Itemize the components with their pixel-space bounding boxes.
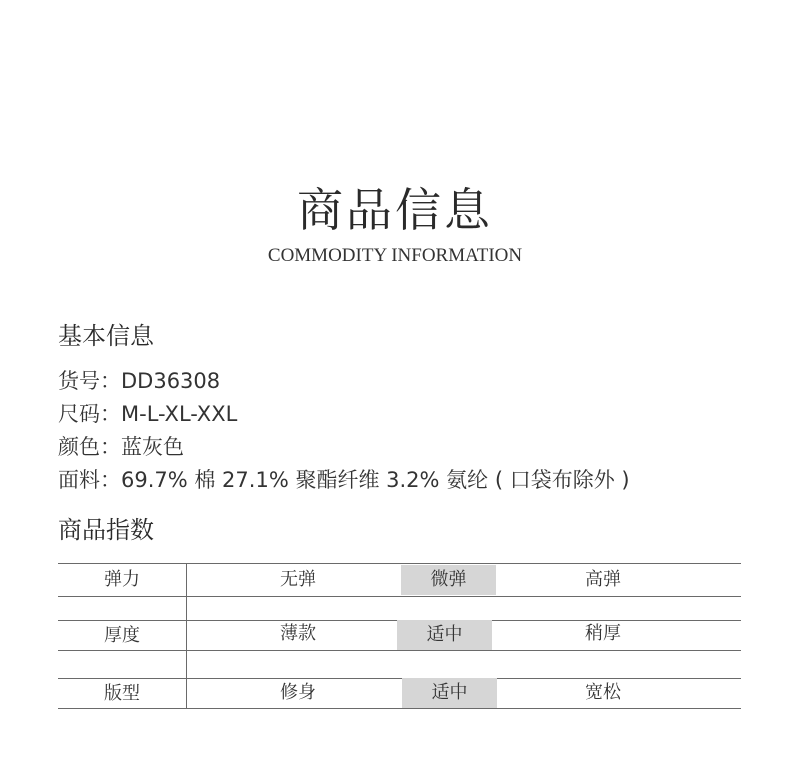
option-elasticity-high: 高弹 (585, 569, 621, 590)
option-thickness-thick: 稍厚 (585, 623, 621, 644)
page-title: 商品信息 (297, 183, 493, 237)
info-size: 尺码：M-L-XL-XXL (58, 402, 238, 426)
option-fit-loose: 宽松 (585, 682, 621, 703)
row-label-fit: 版型 (104, 683, 140, 704)
option-elasticity-slight: 微弹 (401, 565, 496, 595)
info-color: 颜色：蓝灰色 (58, 435, 184, 459)
option-fit-slim: 修身 (280, 682, 316, 703)
info-item-number: 货号：DD36308 (58, 369, 221, 393)
info-fabric: 面料：69.7% 棉 27.1% 聚酯纤维 3.2% 氨纶 ( 口袋布除外 ) (58, 468, 630, 492)
index-heading: 商品指数 (58, 516, 154, 544)
index-table (58, 563, 741, 709)
basic-info-heading: 基本信息 (58, 322, 154, 350)
option-thickness-thin: 薄款 (280, 623, 316, 644)
option-thickness-medium: 适中 (397, 620, 492, 650)
option-fit-regular: 适中 (402, 678, 497, 708)
row-label-thickness: 厚度 (104, 625, 140, 646)
page-subtitle: COMMODITY INFORMATION (267, 245, 523, 266)
table-line (58, 563, 741, 564)
row-label-elasticity: 弹力 (104, 569, 140, 590)
option-elasticity-none: 无弹 (280, 569, 316, 590)
table-divider (186, 563, 187, 709)
table-line (58, 596, 741, 597)
